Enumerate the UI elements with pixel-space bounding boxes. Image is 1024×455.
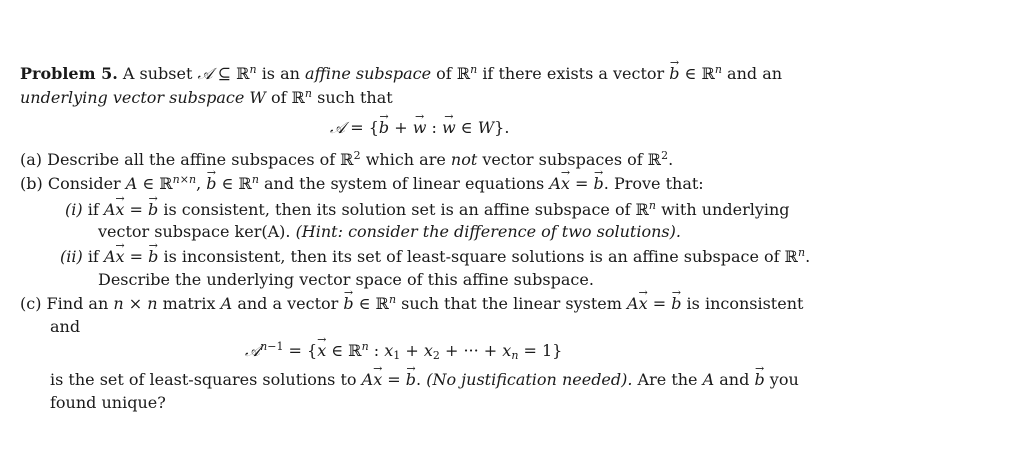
text: such that the linear system [401,294,622,313]
text: Find an [46,294,109,313]
part-b-i-line-1: (i) if A→ x = → b is consistent, then its solution set is an affine subspace of ℝ$^n$ with underlying [65,200,790,220]
text: matrix [162,294,216,313]
text: Describe all the affine subspaces of [47,150,336,169]
emphasis-not: not [450,150,478,169]
term-underlying: underlying vector subspace [20,88,245,107]
part-c-label: (c) [20,294,42,313]
problem-label: Problem 5. [20,64,118,83]
text: if [87,247,99,266]
text: of [436,64,452,83]
part-b-label: (b) [20,174,43,193]
text: of [270,88,287,107]
text: and an [727,64,783,83]
part-c-line-4 [50,393,166,413]
text: with underlying [661,200,790,219]
text: is an [261,64,300,83]
text: such that [317,88,393,107]
part-b: (b) Consider A ∈ ℝ$^{n\times n}$, → b ∈ ℝ$^n$ and the system of linear equations A→ x = → b. Prove that: [20,174,704,194]
part-b-i-line-2 [98,222,681,242]
text: is inconsistent, then its set of least-square solutions is an affine subspace of [163,247,780,266]
text: Consider [47,174,121,193]
text: is the set of least-squares solutions to [50,370,357,389]
part-c-and [50,317,80,337]
part-a-label: (a) [20,150,43,169]
problem-line-2: underlying vector subspace W of ℝ$^n$ such that [20,87,393,107]
text: if [87,200,99,219]
text: A subset [122,64,193,83]
term-affine-subspace: affine subspace [305,64,432,83]
text: is inconsistent [686,294,804,313]
text: if there exists a vector [482,64,665,83]
no-justification-note: (No justification needed). [426,370,633,389]
hint: (Hint: consider the difference of two solutions). [295,222,681,241]
problem-line-1: Problem 5. A subset 𝒜 ⊆ ℝ$^n$ is an affine subspace of ℝ$^n$ if there exists a vector → b ∈ ℝ$^n$ and an [20,64,782,84]
part-c-line-1: (c) Find an n × n matrix A and a vector → b ∈ ℝ$^n$ such that the linear system A→ x = → b is inconsistent [20,294,803,314]
text: and a vector [237,294,339,313]
definition-equation: 𝒜 = {→ b + → w : → w ∈ W}. [330,118,509,138]
part-b-i-label: (i) [65,200,83,219]
text: is consistent, then its solution set is an affine subspace of [163,200,631,219]
part-c-line-3: is the set of least-squares solutions to A→ x = → b. (No justification needed). Are the A and → b you [50,370,799,390]
text: and the system of linear equations [264,174,545,193]
part-b-ii-line-1: (ii) if A→ x = → b is inconsistent, then its set of least-square solutions is an affine subspace of ℝ$^n$. [60,247,810,267]
part-a: (a) Describe all the affine subspaces of ℝ$^2$ which are not vector subspaces of ℝ$^2$. [20,149,674,169]
text: Prove that: [613,174,704,193]
text: Describe the underlying vector space of this affine subspace. [98,270,594,289]
set-definition-equation: 𝒜$^{n-1}$ = {→ x ∈ ℝ$^n$ : $x_1 + x_2$ + ··· + $x_n = 1$} [245,341,562,361]
part-b-ii-label: (ii) [60,247,83,266]
text: vector subspace ker(A). [98,222,291,241]
text: and [50,317,81,336]
text: found unique? [50,393,166,412]
text: vector subspaces of [482,150,643,169]
